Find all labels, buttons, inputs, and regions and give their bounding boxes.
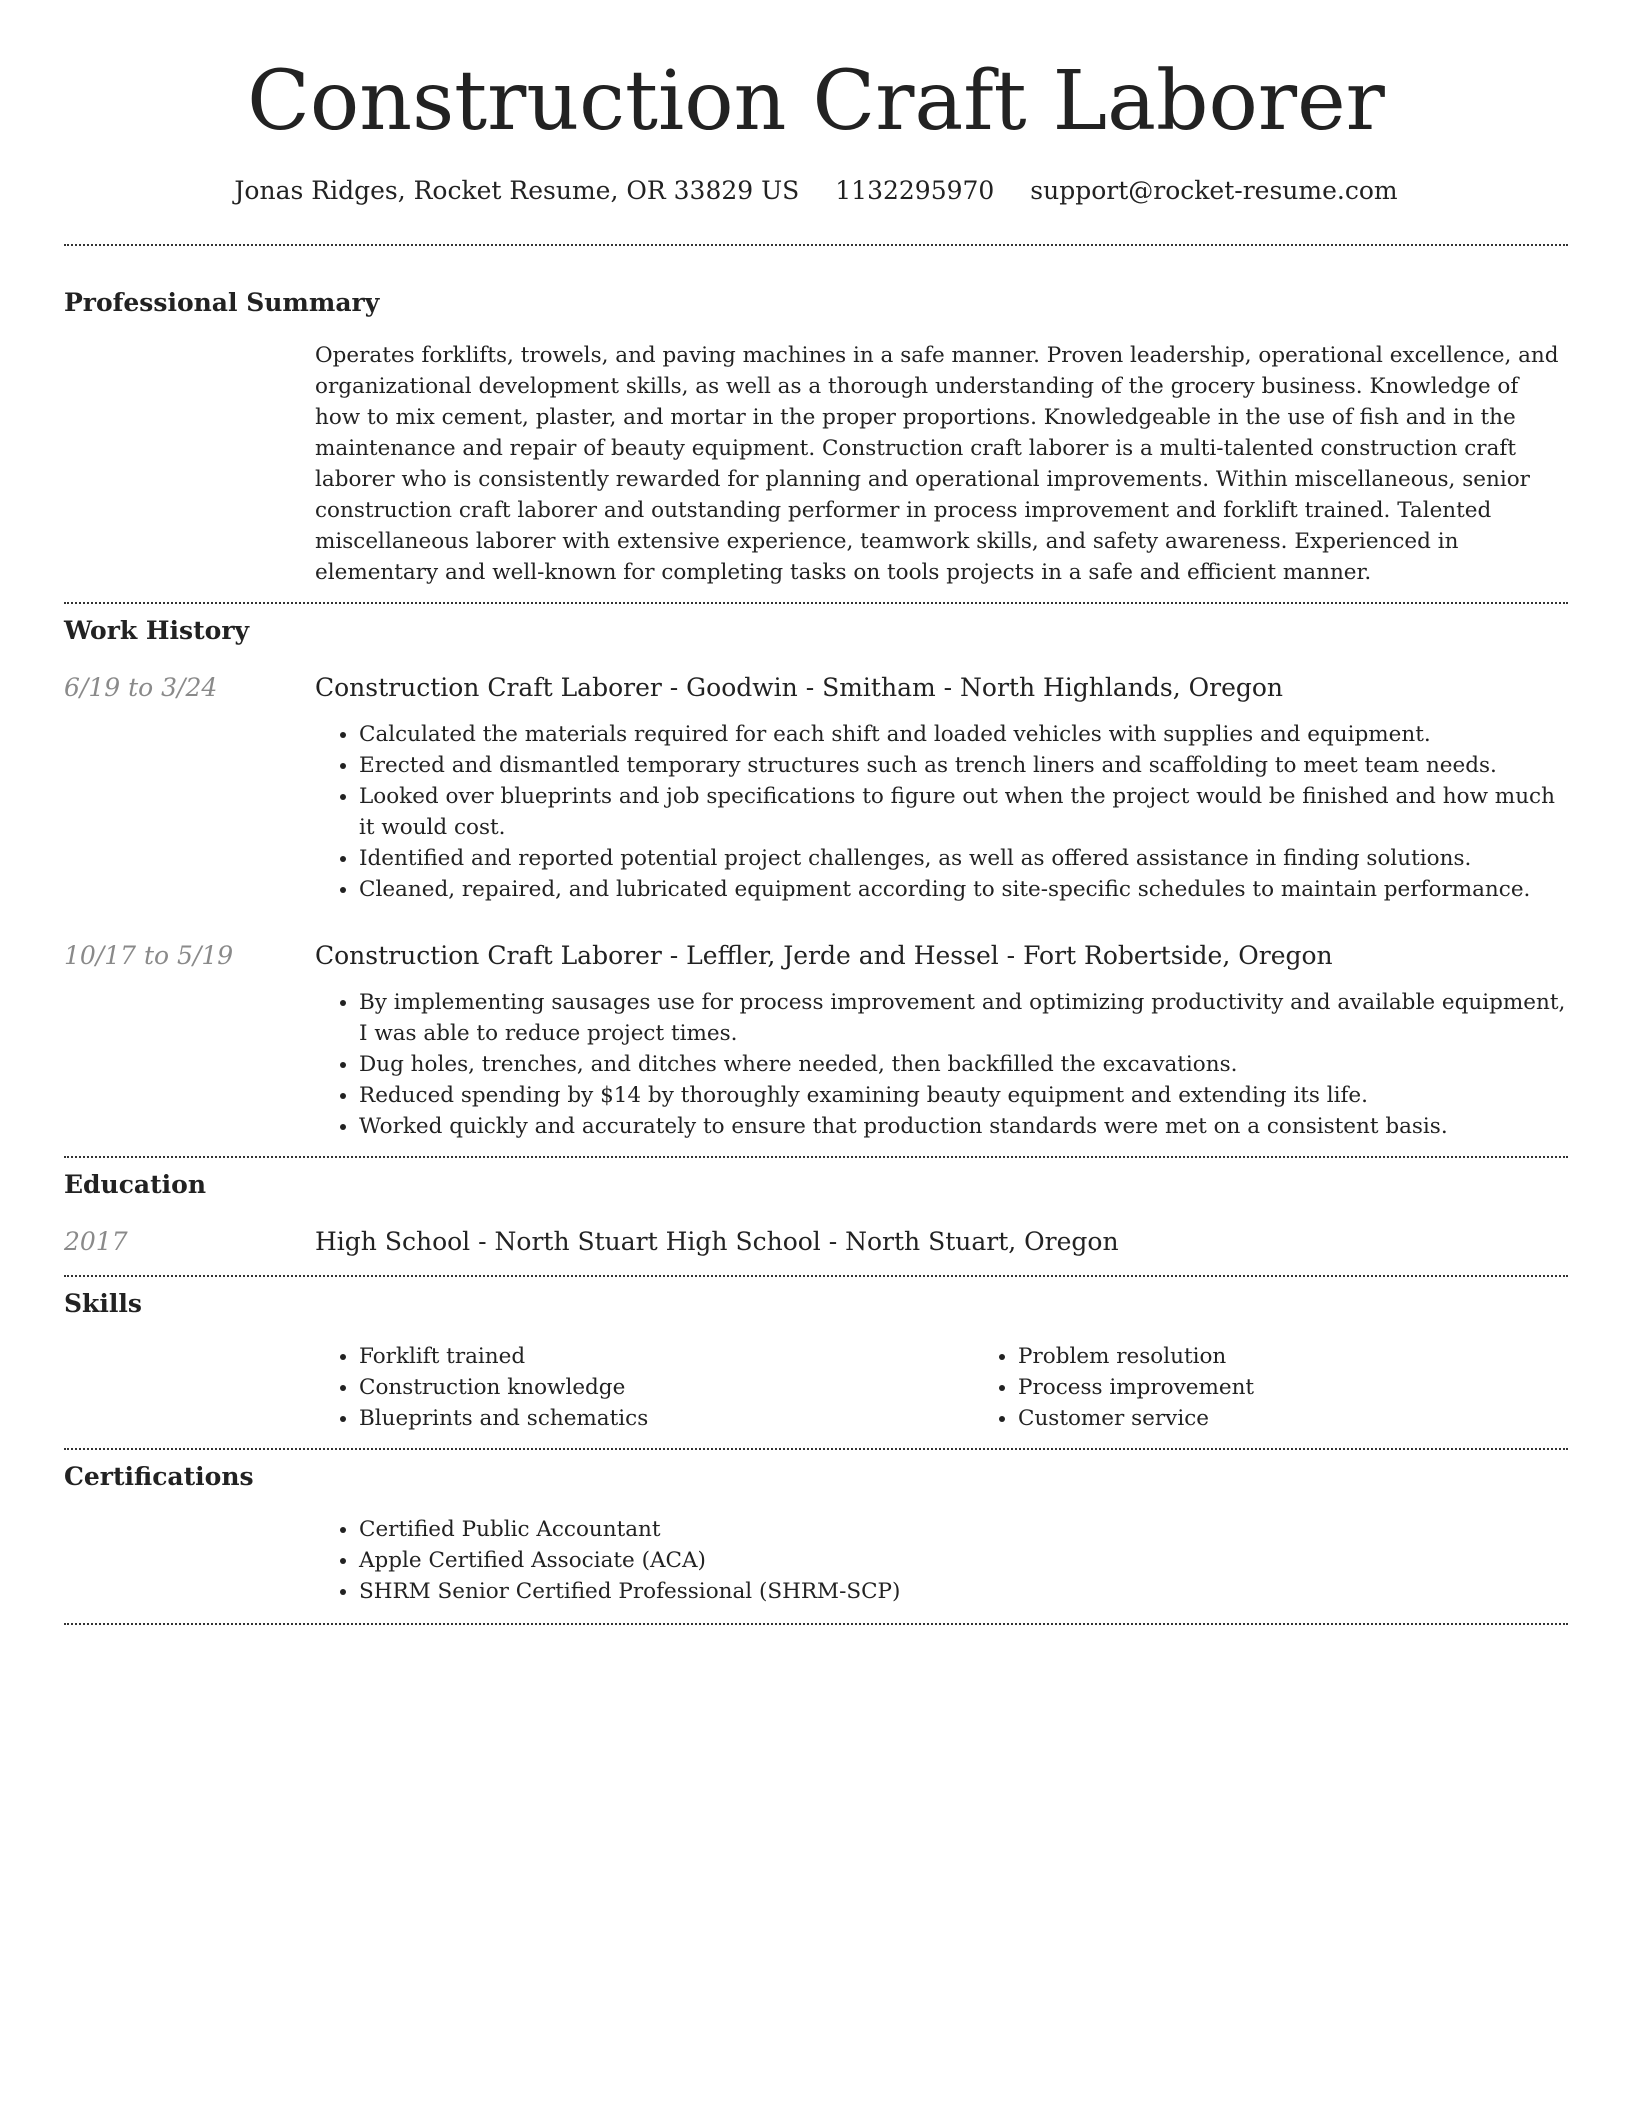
list-item: • Reduced spending by $14 by thoroughly examining beauty equipment and extending its life. [359, 1080, 1568, 1111]
job-bullets [315, 719, 1568, 905]
list-item: • Dug holes, trenches, and ditches where needed, then backfilled the excavations. [359, 1049, 1568, 1080]
skill-item: • Construction knowledge [359, 1372, 974, 1403]
skills-list-right [974, 1341, 1632, 1434]
resume-title: Construction Craft Laborer [247, 54, 1385, 149]
contact-email: support@rocket-resume.com [1030, 176, 1398, 205]
section-title-skills: Skills [64, 1289, 142, 1318]
list-item: • Calculated the materials required for each shift and loaded vehicles with supplies and equipment. [359, 719, 1568, 750]
list-item: • Cleaned, repaired, and lubricated equipment according to site-specific schedules to maintain performance. [359, 874, 1568, 905]
list-item: • Erected and dismantled temporary structures such as trench liners and scaffolding to meet team needs. [359, 750, 1568, 781]
list-item: • Looked over blueprints and job specifications to figure out when the project would be finished and how much it would cost. [359, 781, 1568, 843]
education-degree: High School - North Stuart High School - North Stuart, Oregon [315, 1227, 1119, 1256]
list-item: • By implementing sausages use for process improvement and optimizing productivity and available equipment, I was able to reduce project times. [359, 987, 1568, 1049]
list-item: • Worked quickly and accurately to ensure that production standards were met on a consistent basis. [359, 1111, 1568, 1142]
job-entry [64, 939, 1568, 1142]
skill-item: • Customer service [1018, 1403, 1632, 1434]
job-title: Construction Craft Laborer - Goodwin - Smitham - North Highlands, Oregon [315, 673, 1284, 702]
job-entry [64, 671, 1568, 905]
work-history-section [64, 604, 1568, 1142]
contact-phone: 1132295970 [835, 176, 995, 205]
section-title-education: Education [64, 1170, 207, 1199]
section-title-work: Work History [64, 616, 250, 645]
skill-item: • Forklift trained [359, 1341, 974, 1372]
skills-section [64, 1277, 1568, 1434]
skill-item: • Process improvement [1018, 1372, 1632, 1403]
summary-section [64, 246, 1568, 588]
certification-item: • Certified Public Accountant [359, 1514, 1568, 1545]
list-item: • Identified and reported potential project challenges, as well as offered assistance in finding solutions. [359, 843, 1568, 874]
section-title-certifications: Certifications [64, 1462, 254, 1491]
job-bullets [315, 987, 1568, 1142]
contact-address: Jonas Ridges, Rocket Resume, OR 33829 US [234, 176, 800, 205]
skill-item: • Blueprints and schematics [359, 1403, 974, 1434]
resume-page [64, 0, 1568, 1625]
contact-line [64, 174, 1568, 208]
divider [64, 1623, 1568, 1625]
education-year: 2017 [64, 1227, 128, 1256]
certifications-list [315, 1514, 1568, 1607]
job-dates: 6/19 to 3/24 [64, 673, 218, 702]
skills-list-left [315, 1341, 974, 1434]
certification-item: • Apple Certified Associate (ACA) [359, 1545, 1568, 1576]
job-title: Construction Craft Laborer - Leffler, Jerde and Hessel - Fort Robertside, Oregon [315, 941, 1333, 970]
summary-text: Operates forklifts, trowels, and paving machines in a safe manner. Proven leadership, operational excellence, and organizational development skills, as well as a thorough understanding of the grocery business. Knowledge of how to mix cement, plaster, and mortar in the proper proportions. Knowledgeable in the use of fish and in the maintenance and repair of beauty equipment. Construction craft laborer is a multi-talented construction craft laborer who is consistently rewarded for planning and operational improvements. Within miscellaneous, senior construction craft laborer and outstanding performer in process improvement and forklift trained. Talented miscellaneous laborer with extensive experience, teamwork skills, and safety awareness. Experienced in elementary and well-known for completing tasks on tools projects in a safe and efficient manner. [315, 343, 1559, 585]
section-title-summary: Professional Summary [64, 288, 380, 317]
job-dates: 10/17 to 5/19 [64, 941, 234, 970]
education-section [64, 1158, 1568, 1259]
skill-item: • Problem resolution [1018, 1341, 1632, 1372]
certification-item: • SHRM Senior Certified Professional (SHRM-SCP) [359, 1576, 1568, 1607]
certifications-section [64, 1450, 1568, 1607]
